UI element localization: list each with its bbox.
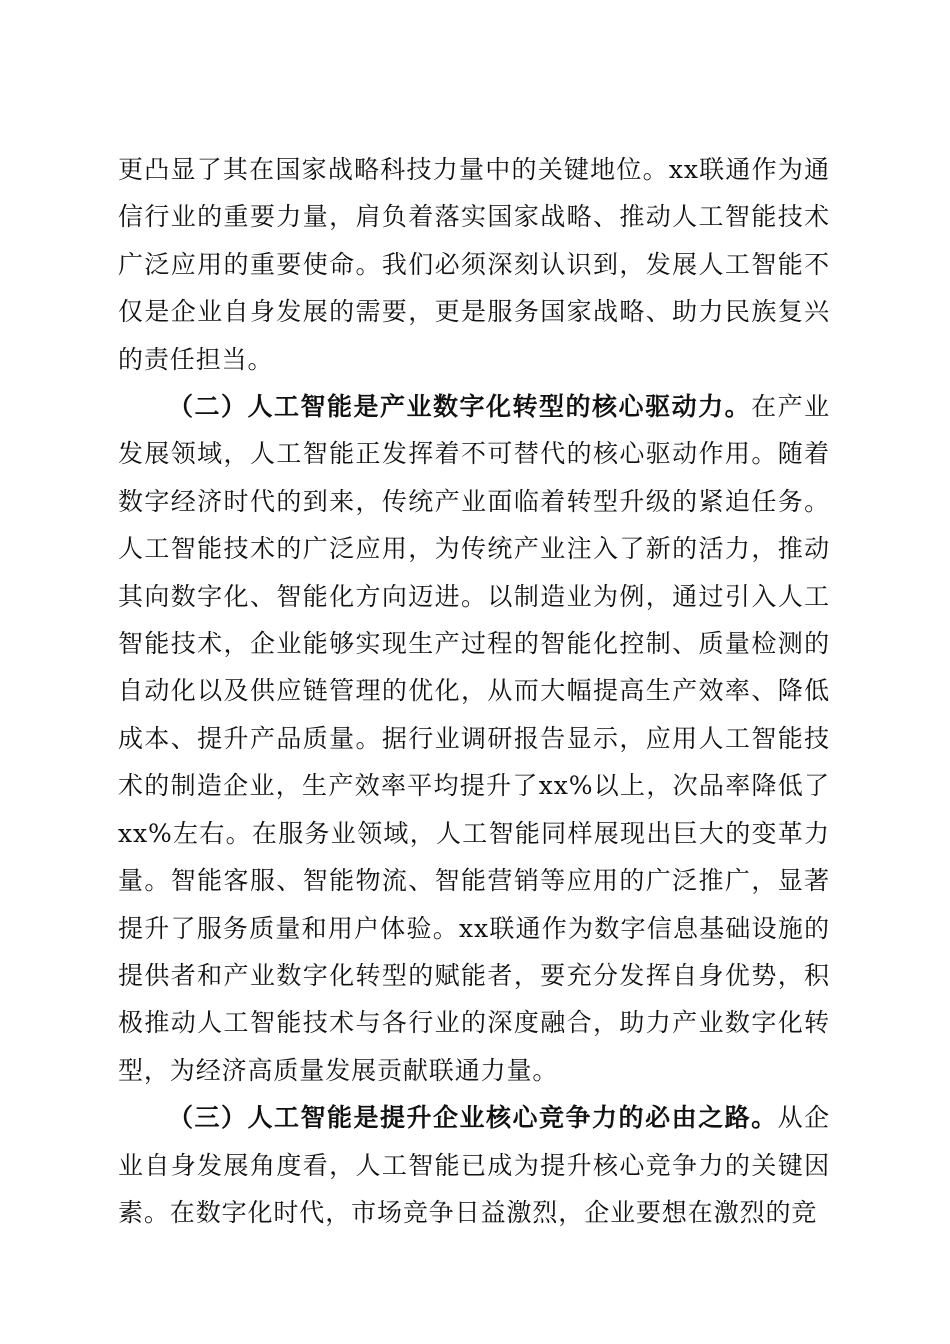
paragraph-text: 在产业发展领域，人工智能正发挥着不可替代的核心驱动作用。随着数字经济时代的到来，传统产业面临着转型升级的紧迫任务。人工智能技术的广泛应用，为传统产业注入了新的活力，推动其向数字化、智能化方向迈进。以制造业为例，通过引入人工智能技术，企业能够实现生产过程的智能化控制、质量检测的自动化以及供应链管理的优化，从而大幅提高生产效率、降低成本、提升产品质量。据行业调研报告显示，应用人工智能技术的制造企业，生产效率平均提升了xx%以上，次品率降低了xx%左右。在服务业领域，人工智能同样展现出巨大的变革力量。智能客服、智能物流、智能营销等应用的广泛推广，显著提升了服务质量和用户体验。xx联通作为数字信息基础设施的提供者和产业数字化转型的赋能者，要充分发挥自身优势，积极推动人工智能技术与各行业的深度融合，助力产业数字化转型，为经济高质量发展贡献联通力量。 xyxy=(118,392,831,1085)
paragraph-text: 从企业自身发展角度看，人工智能已成为提升核心竞争力的关键因素。在数字化时代，市场竞争日益激烈，企业要想在激烈的竞 xyxy=(118,1103,830,1227)
paragraph-section-3 xyxy=(118,1094,830,1236)
paragraph-section-2 xyxy=(118,383,830,1094)
paragraph-continuation xyxy=(118,146,830,383)
paragraph-text: 更凸显了其在国家战略科技力量中的关键地位。xx联通作为通信行业的重要力量，肩负着落实国家战略、推动人工智能技术广泛应用的重要使命。我们必须深刻认识到，发展人工智能不仅是企业自身发展的需要，更是服务国家战略、助力民族复兴的责任担当。 xyxy=(118,155,830,374)
section-heading-3: （三）人工智能是提升企业核心竞争力的必由之路。 xyxy=(168,1103,778,1133)
section-heading-2: （二）人工智能是产业数字化转型的核心驱动力。 xyxy=(168,392,752,422)
document-body xyxy=(118,146,830,1236)
